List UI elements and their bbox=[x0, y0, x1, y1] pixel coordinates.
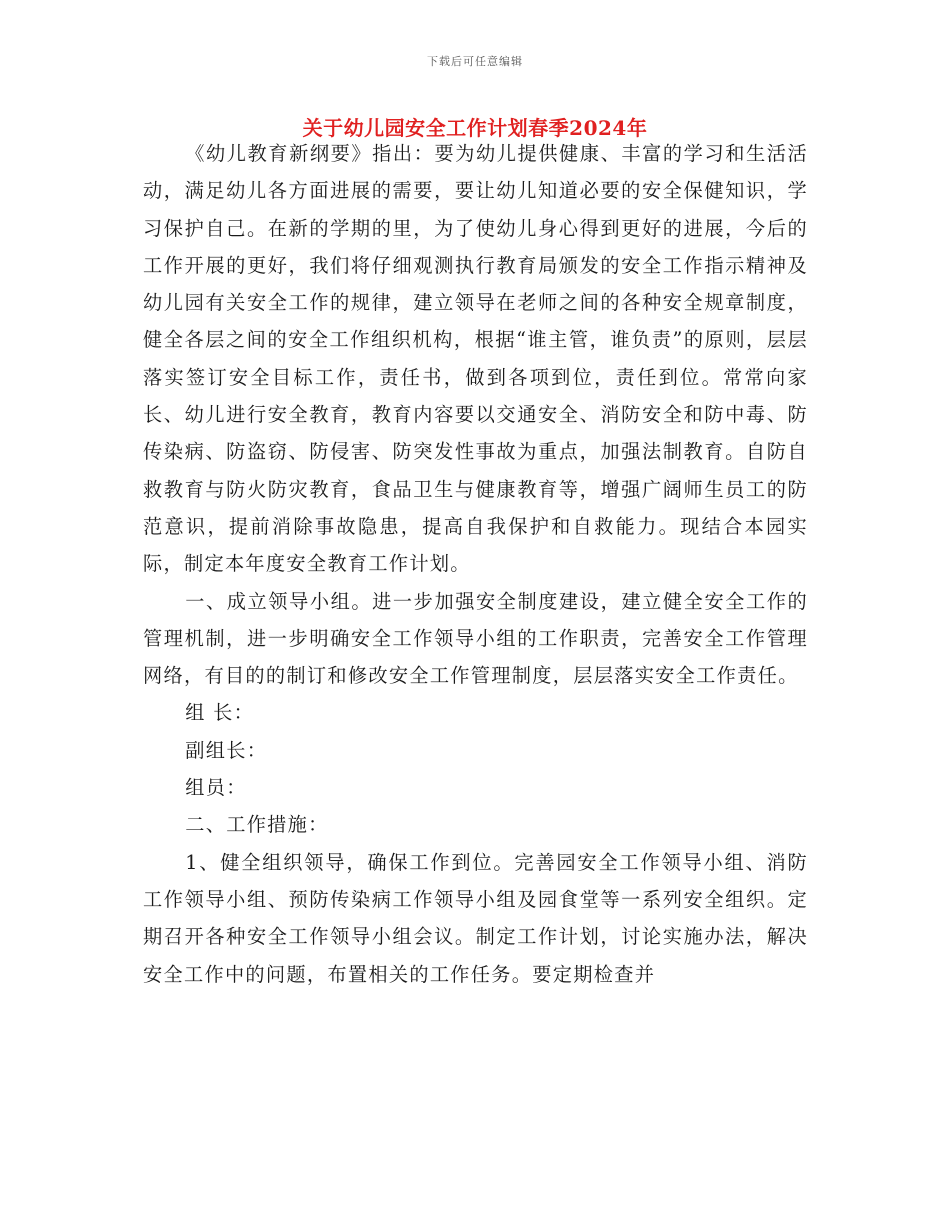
document-title: 关于幼儿园安全工作计划春季2024年 bbox=[302, 116, 648, 140]
header-note: 下载后可任意编辑 bbox=[427, 55, 523, 68]
document-body bbox=[143, 135, 808, 993]
section-two-heading: 二、工作措施： bbox=[185, 813, 329, 837]
team-leader-line: 组 长： bbox=[185, 701, 255, 725]
deputy-leader-line: 副组长： bbox=[185, 738, 268, 762]
team-members-line: 组员： bbox=[185, 776, 247, 800]
measure-one-paragraph: 1、健全组织领导，确保工作到位。完善园安全工作领导小组、消防工作领导小组、预防传染病工作领导小组及园食堂等一系列安全组织。定期召开各种安全工作领导小组会议。制定工作计划，讨论实施办法，解决安全工作中的问题，布置相关的工作任务。要定期检查并 bbox=[143, 850, 808, 986]
intro-paragraph: 《幼儿教育新纲要》指出：要为幼儿提供健康、丰富的学习和生活活动，满足幼儿各方面进展的需要，要让幼儿知道必要的安全保健知识，学习保护自己。在新的学期的里，为了使幼儿身心得到更好的进展，今后的工作开展的更好，我们将仔细观测执行教育局颁发的安全工作指示精神及幼儿园有关安全工作的规律，建立领导在老师之间的各种安全规章制度，健全各层之间的安全工作组织机构，根据“谁主管，谁负责”的原则，层层落实签订安全目标工作，责任书，做到各项到位，责任到位。常常向家长、幼儿进行安全教育，教育内容要以交通安全、消防安全和防中毒、防传染病、防盗窃、防侵害、防突发性事故为重点，加强法制教育。自防自救教育与防火防灾教育，食品卫生与健康教育等，增强广阔师生员工的防范意识，提前消除事故隐患，提高自我保护和自救能力。现结合本园实际，制定本年度安全教育工作计划。 bbox=[143, 142, 808, 576]
section-one-paragraph: 一、成立领导小组。进一步加强安全制度建设，建立健全安全工作的管理机制，进一步明确安全工作领导小组的工作职责，完善安全工作管理网络，有目的的制订和修改安全工作管理制度，层层落实安全工作责任。 bbox=[143, 589, 808, 688]
